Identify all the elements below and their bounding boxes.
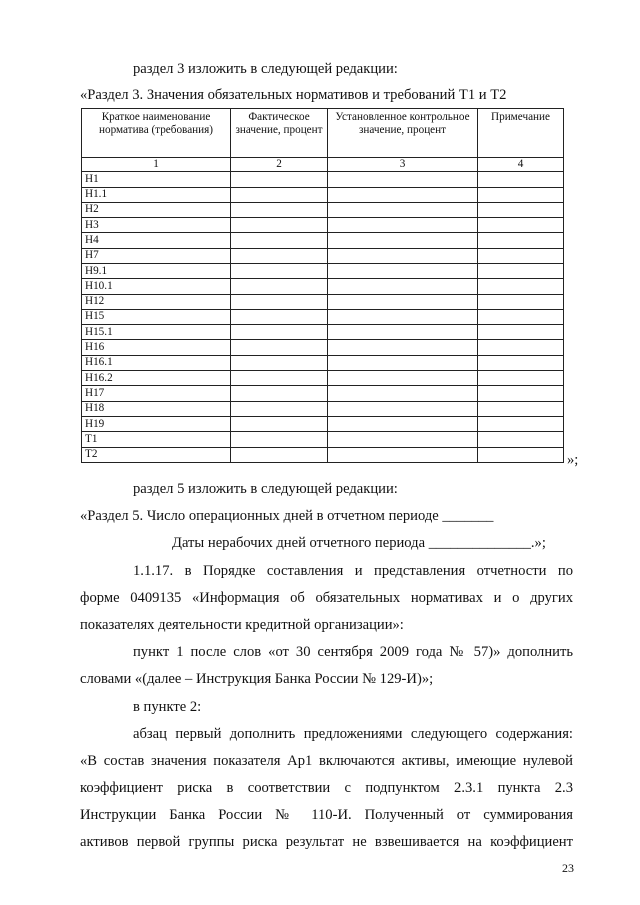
control-value-cell — [328, 279, 478, 294]
point1-line1: пункт 1 после слов «от 30 сентября 2009 года № 57)» дополнить — [133, 644, 573, 660]
norm-name-cell: Н10.1 — [82, 279, 231, 294]
control-value-cell — [328, 416, 478, 431]
col-number: 3 — [328, 158, 478, 172]
point2: в пункте 2: — [133, 699, 202, 715]
abzac-line2: «В состав значения показателя Ар1 включаются активы, имеющие нулевой — [80, 753, 573, 769]
control-value-cell — [328, 401, 478, 416]
norm-name-cell: Т2 — [82, 447, 231, 462]
norm-name-cell: Н15.1 — [82, 325, 231, 340]
note-cell — [478, 340, 564, 355]
actual-value-cell — [231, 432, 328, 447]
control-value-cell — [328, 309, 478, 324]
norm-name-cell: Н16 — [82, 340, 231, 355]
note-cell — [478, 294, 564, 309]
table-row — [82, 432, 564, 447]
actual-value-cell — [231, 386, 328, 401]
actual-value-cell — [231, 371, 328, 386]
actual-value-cell — [231, 416, 328, 431]
note-cell — [478, 248, 564, 263]
actual-value-cell — [231, 355, 328, 370]
section5-line2: Даты нерабочих дней отчетного периода ______________.»; — [172, 535, 546, 551]
control-value-cell — [328, 248, 478, 263]
note-cell — [478, 263, 564, 278]
table-row — [82, 416, 564, 431]
norm-name-cell: Н9.1 — [82, 263, 231, 278]
table-row — [82, 401, 564, 416]
table-row — [82, 325, 564, 340]
table-row — [82, 187, 564, 202]
header-note: Примечание — [478, 109, 564, 158]
norm-name-cell: Н17 — [82, 386, 231, 401]
note-cell — [478, 309, 564, 324]
note-cell — [478, 279, 564, 294]
actual-value-cell — [231, 263, 328, 278]
control-value-cell — [328, 263, 478, 278]
actual-value-cell — [231, 218, 328, 233]
table-header-row — [82, 109, 564, 158]
table-row — [82, 371, 564, 386]
control-value-cell — [328, 202, 478, 217]
control-value-cell — [328, 355, 478, 370]
note-cell — [478, 355, 564, 370]
table-closing-quote: »; — [567, 452, 579, 468]
table-row — [82, 233, 564, 248]
note-cell — [478, 187, 564, 202]
table-row — [82, 202, 564, 217]
norm-name-cell: Н16.2 — [82, 371, 231, 386]
col-number: 4 — [478, 158, 564, 172]
control-value-cell — [328, 432, 478, 447]
para-1117-line3: показателях деятельности кредитной организации»: — [80, 617, 404, 633]
table-row — [82, 447, 564, 462]
actual-value-cell — [231, 340, 328, 355]
norms-table — [81, 108, 564, 463]
norm-name-cell: Н7 — [82, 248, 231, 263]
control-value-cell — [328, 340, 478, 355]
para-1117-line2: форме 0409135 «Информация об обязательных нормативах и о других — [80, 590, 573, 606]
norm-name-cell: Н12 — [82, 294, 231, 309]
table-row — [82, 248, 564, 263]
point1-line2: словами «(далее – Инструкция Банка России № 129-И)»; — [80, 671, 434, 687]
note-cell — [478, 386, 564, 401]
actual-value-cell — [231, 279, 328, 294]
control-value-cell — [328, 187, 478, 202]
note-cell — [478, 401, 564, 416]
norm-name-cell: Н19 — [82, 416, 231, 431]
actual-value-cell — [231, 401, 328, 416]
note-cell — [478, 233, 564, 248]
norm-name-cell: Н4 — [82, 233, 231, 248]
para-1117-line1: 1.1.17. в Порядке составления и представления отчетности по — [133, 563, 573, 579]
col-number: 1 — [82, 158, 231, 172]
table-body — [82, 172, 564, 463]
control-value-cell — [328, 218, 478, 233]
control-value-cell — [328, 325, 478, 340]
note-cell — [478, 172, 564, 187]
control-value-cell — [328, 371, 478, 386]
control-value-cell — [328, 233, 478, 248]
table-row — [82, 263, 564, 278]
control-value-cell — [328, 447, 478, 462]
note-cell — [478, 432, 564, 447]
abzac-line3: коэффициент риска в соответствии с подпунктом 2.3.1 пункта 2.3 — [80, 780, 573, 796]
note-cell — [478, 325, 564, 340]
actual-value-cell — [231, 248, 328, 263]
actual-value-cell — [231, 447, 328, 462]
norm-name-cell: Н2 — [82, 202, 231, 217]
note-cell — [478, 218, 564, 233]
abzac-line1: абзац первый дополнить предложениями следующего содержания: — [133, 726, 573, 742]
header-actual: Фактическое значение, процент — [231, 109, 328, 158]
table-row — [82, 279, 564, 294]
note-cell — [478, 202, 564, 217]
intro-section3: раздел 3 изложить в следующей редакции: — [133, 61, 398, 77]
actual-value-cell — [231, 187, 328, 202]
table-row — [82, 294, 564, 309]
header-control: Установленное контрольное значение, процент — [328, 109, 478, 158]
actual-value-cell — [231, 294, 328, 309]
norm-name-cell: Т1 — [82, 432, 231, 447]
norm-name-cell: Н15 — [82, 309, 231, 324]
header-name: Краткое наименование норматива (требования) — [82, 109, 231, 158]
table-number-row — [82, 158, 564, 172]
table-row — [82, 309, 564, 324]
norm-name-cell: Н3 — [82, 218, 231, 233]
control-value-cell — [328, 172, 478, 187]
section5-line1: «Раздел 5. Число операционных дней в отчетном периоде _______ — [80, 508, 494, 524]
actual-value-cell — [231, 309, 328, 324]
abzac-line4: Инструкции Банка России № 110-И. Полученный от суммирования — [80, 807, 573, 823]
page-number: 23 — [562, 861, 574, 875]
table-row — [82, 355, 564, 370]
actual-value-cell — [231, 202, 328, 217]
norm-name-cell: Н1.1 — [82, 187, 231, 202]
control-value-cell — [328, 386, 478, 401]
intro-section5: раздел 5 изложить в следующей редакции: — [133, 481, 398, 497]
note-cell — [478, 371, 564, 386]
note-cell — [478, 416, 564, 431]
actual-value-cell — [231, 325, 328, 340]
section3-title: «Раздел 3. Значения обязательных нормативов и требований Т1 и Т2 — [80, 87, 507, 103]
actual-value-cell — [231, 233, 328, 248]
norm-name-cell: Н1 — [82, 172, 231, 187]
actual-value-cell — [231, 172, 328, 187]
table-row — [82, 340, 564, 355]
table-row — [82, 172, 564, 187]
table-row — [82, 218, 564, 233]
control-value-cell — [328, 294, 478, 309]
note-cell — [478, 447, 564, 462]
table-row — [82, 386, 564, 401]
col-number: 2 — [231, 158, 328, 172]
norm-name-cell: Н18 — [82, 401, 231, 416]
norm-name-cell: Н16.1 — [82, 355, 231, 370]
abzac-line5: активов первой группы риска результат не взвешивается на коэффициент — [80, 834, 573, 850]
